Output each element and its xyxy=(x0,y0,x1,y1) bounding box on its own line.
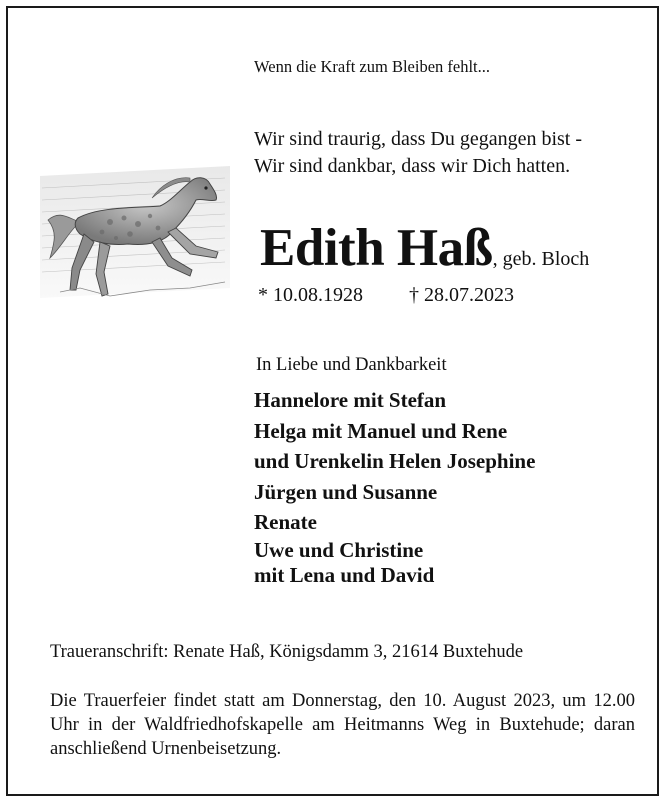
mourner-line: Jürgen und Susanne xyxy=(254,479,438,504)
mourner-line: Hannelore mit Stefan xyxy=(254,388,447,412)
mourner-line: Helga mit Manuel und Rene xyxy=(254,418,508,443)
mourners-list xyxy=(254,385,535,588)
maiden-name: , geb. Bloch xyxy=(492,248,590,270)
mourner-line: mit Lena und David xyxy=(254,562,435,587)
intro-line-2: Wir sind dankbar, dass wir Dich hatten. xyxy=(254,155,571,177)
horse-drawing-icon xyxy=(40,158,240,308)
notice-frame xyxy=(6,6,659,796)
intro-line-1: Wir sind traurig, dass Du gegangen bist - xyxy=(254,128,583,150)
mourner-line: Renate xyxy=(254,510,317,534)
life-dates xyxy=(258,284,514,307)
deceased-name: Edith Haß xyxy=(260,219,493,277)
intro-text xyxy=(254,126,582,180)
birth-date: * 10.08.1928 xyxy=(258,284,363,306)
service-info: Die Trauerfeier findet statt am Donnerstag, den 10. August 2023, um 12.00 Uhr in der Waldfriedhofskapelle am Heitmanns Weg in Buxtehude; daran anschließend Urnenbeisetzung. xyxy=(50,691,635,759)
deceased-name-line xyxy=(260,218,589,278)
mourning-address: Traueranschrift: Renate Haß, Königsdamm 3, 21614 Buxtehude xyxy=(50,642,524,662)
love-line: In Liebe und Dankbarkeit xyxy=(256,355,447,375)
mourner-line: Uwe und Christine xyxy=(254,537,424,562)
motto-text: Wenn die Kraft zum Bleiben fehlt... xyxy=(254,57,491,76)
death-date: † 28.07.2023 xyxy=(409,284,514,306)
mourner-line: und Urenkelin Helen Josephine xyxy=(254,449,536,473)
